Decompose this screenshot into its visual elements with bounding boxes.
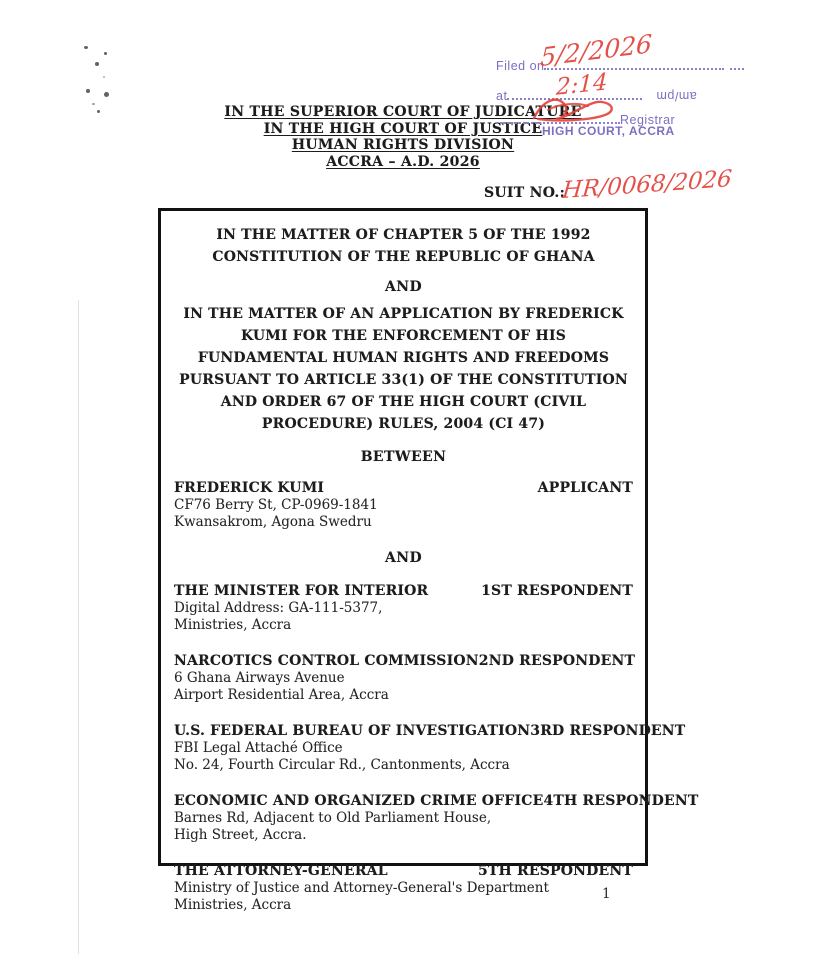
party-name: U.S. FEDERAL BUREAU OF INVESTIGATION bbox=[174, 723, 531, 739]
party-address-line: Kwansakrom, Agona Swedru bbox=[174, 514, 372, 530]
party-name: NARCOTICS CONTROL COMMISSION bbox=[174, 653, 479, 669]
between-label: BETWEEN bbox=[360, 449, 447, 465]
party-address-line: Airport Residential Area, Accra bbox=[174, 687, 389, 703]
party-address-line: High Street, Accra. bbox=[174, 827, 307, 843]
stamp-ampm-label: am/pm bbox=[656, 89, 698, 103]
party-role: 4TH RESPONDENT bbox=[543, 793, 699, 809]
header-line-1: IN THE SUPERIOR COURT OF JUDICATURE bbox=[224, 104, 582, 120]
party-role: 3RD RESPONDENT bbox=[530, 723, 686, 739]
matter-clause-1: IN THE MATTER OF CHAPTER 5 OF THE 1992 CONSTITUTION OF THE REPUBLIC OF GHANA bbox=[212, 227, 595, 265]
and-separator-1: AND bbox=[385, 279, 422, 295]
party-name: ECONOMIC AND ORGANIZED CRIME OFFICE bbox=[174, 793, 544, 809]
paper-edge-line bbox=[78, 300, 79, 954]
party-address-line: CF76 Berry St, CP-0969-1841 bbox=[174, 497, 378, 513]
stamp-filed-label: Filed on bbox=[496, 59, 545, 73]
party-address-line: Digital Address: GA-111-5377, bbox=[174, 600, 383, 616]
party-address-line: FBI Legal Attaché Office bbox=[174, 740, 343, 756]
party-role: 1ST RESPONDENT bbox=[481, 583, 633, 599]
party-role: 2ND RESPONDENT bbox=[478, 653, 636, 669]
party-respondent-5 bbox=[174, 863, 633, 914]
page-number: 1 bbox=[602, 886, 611, 902]
party-name: FREDERICK KUMI bbox=[174, 480, 325, 496]
party-respondent-1 bbox=[174, 583, 633, 634]
registrar-signature-scrawl bbox=[528, 92, 628, 126]
party-respondent-2 bbox=[174, 653, 636, 704]
suit-number-label: SUIT NO.: bbox=[484, 185, 566, 201]
party-role: APPLICANT bbox=[537, 480, 633, 496]
handwritten-filed-time: 2:14 bbox=[555, 69, 608, 101]
header-line-3: HUMAN RIGHTS DIVISION bbox=[291, 137, 515, 153]
header-line-4: ACCRA – A.D. 2026 bbox=[326, 153, 480, 170]
party-name: THE ATTORNEY-GENERAL bbox=[174, 863, 388, 879]
case-title-box bbox=[158, 208, 699, 913]
matter-clause-2: IN THE MATTER OF AN APPLICATION BY FREDERICK KUMI FOR THE ENFORCEMENT OF HIS FUNDAMENTAL HUMAN RIGHTS AND FREEDOMS PURSUANT TO ARTICLE 33(1) OF THE CONSTITUTION AND ORDER 67 OF THE HIGH COURT (CIVIL PROCEDURE) RULES, 2004 (CI 47) bbox=[179, 306, 628, 432]
party-address-line: No. 24, Fourth Circular Rd., Cantonments, Accra bbox=[174, 757, 510, 773]
party-respondent-3 bbox=[174, 723, 686, 774]
party-applicant bbox=[174, 480, 633, 531]
party-address-line: Ministries, Accra bbox=[174, 617, 292, 633]
header-line-2: IN THE HIGH COURT OF JUSTICE bbox=[263, 120, 543, 137]
party-address-line: 6 Ghana Airways Avenue bbox=[174, 670, 345, 686]
party-name: THE MINISTER FOR INTERIOR bbox=[174, 583, 429, 599]
party-address-line: Ministry of Justice and Attorney-General's Department bbox=[174, 880, 549, 896]
and-separator-2: AND bbox=[385, 550, 422, 566]
suit-number-handwritten: HR/0068/2026 bbox=[561, 165, 733, 205]
party-address-line: Ministries, Accra bbox=[174, 897, 292, 913]
stamp-court-line: HIGH COURT, ACCRA bbox=[542, 124, 675, 138]
stamp-registrar-label: Registrar bbox=[620, 113, 676, 127]
stamp-at-label: at bbox=[496, 89, 508, 103]
party-address-line: Barnes Rd, Adjacent to Old Parliament House, bbox=[174, 810, 492, 826]
party-respondent-4 bbox=[174, 793, 699, 844]
party-role: 5TH RESPONDENT bbox=[477, 863, 633, 879]
handwritten-filed-date: 5/2/2026 bbox=[539, 28, 653, 73]
